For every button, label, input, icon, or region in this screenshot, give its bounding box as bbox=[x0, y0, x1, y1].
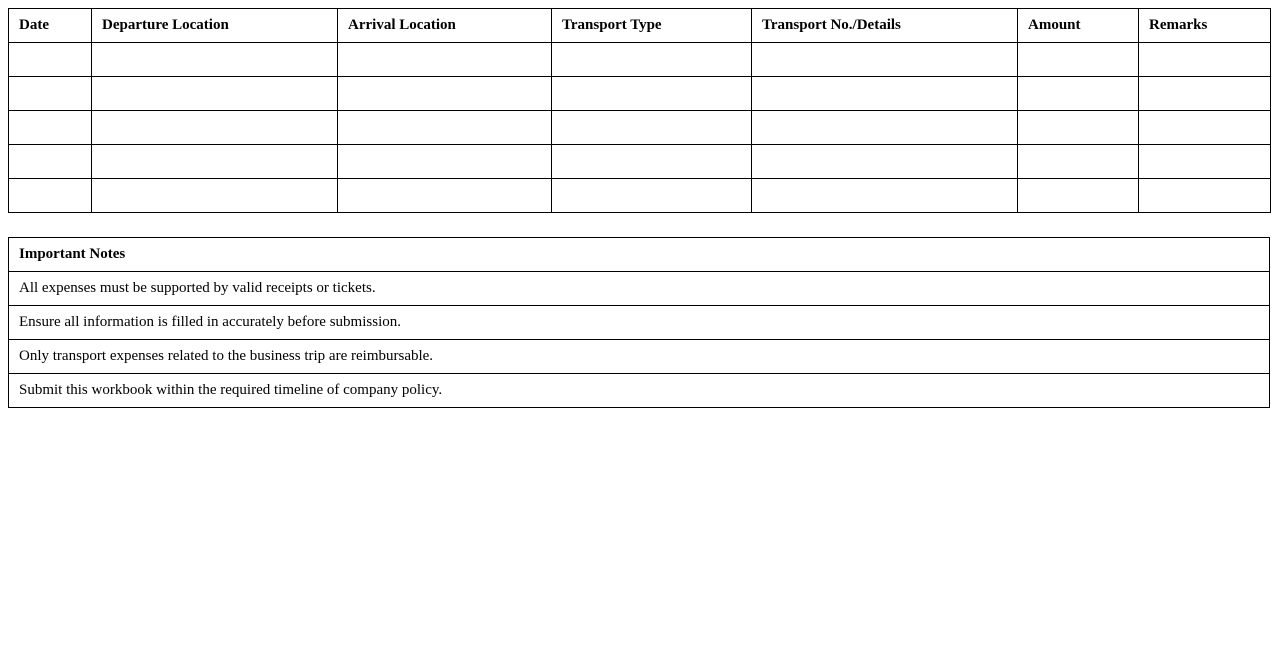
cell-departure-location[interactable] bbox=[92, 43, 338, 77]
cell-transport-details[interactable] bbox=[752, 43, 1018, 77]
column-header-transport-type: Transport Type bbox=[552, 9, 752, 43]
cell-arrival-location[interactable] bbox=[338, 43, 552, 77]
note-row bbox=[9, 374, 1270, 408]
table-row bbox=[9, 179, 1271, 213]
cell-arrival-location[interactable] bbox=[338, 111, 552, 145]
table-row bbox=[9, 43, 1271, 77]
notes-title-row bbox=[9, 238, 1270, 272]
column-header-transport-details: Transport No./Details bbox=[752, 9, 1018, 43]
note-item: Ensure all information is filled in accurately before submission. bbox=[9, 306, 1270, 340]
cell-transport-type[interactable] bbox=[552, 43, 752, 77]
cell-remarks[interactable] bbox=[1139, 145, 1271, 179]
table-row bbox=[9, 111, 1271, 145]
note-row bbox=[9, 306, 1270, 340]
note-row bbox=[9, 272, 1270, 306]
notes-title: Important Notes bbox=[9, 238, 1270, 272]
note-item: Only transport expenses related to the business trip are reimbursable. bbox=[9, 340, 1270, 374]
cell-transport-type[interactable] bbox=[552, 145, 752, 179]
cell-transport-details[interactable] bbox=[752, 77, 1018, 111]
cell-remarks[interactable] bbox=[1139, 111, 1271, 145]
cell-amount[interactable] bbox=[1018, 77, 1139, 111]
cell-remarks[interactable] bbox=[1139, 43, 1271, 77]
cell-departure-location[interactable] bbox=[92, 77, 338, 111]
cell-transport-details[interactable] bbox=[752, 145, 1018, 179]
column-header-date: Date bbox=[9, 9, 92, 43]
note-item: All expenses must be supported by valid receipts or tickets. bbox=[9, 272, 1270, 306]
important-notes-table bbox=[8, 237, 1270, 408]
transport-expense-table bbox=[8, 8, 1271, 213]
table-body bbox=[9, 43, 1271, 213]
cell-amount[interactable] bbox=[1018, 179, 1139, 213]
cell-arrival-location[interactable] bbox=[338, 77, 552, 111]
cell-departure-location[interactable] bbox=[92, 145, 338, 179]
cell-remarks[interactable] bbox=[1139, 77, 1271, 111]
cell-transport-type[interactable] bbox=[552, 179, 752, 213]
cell-transport-details[interactable] bbox=[752, 179, 1018, 213]
cell-transport-type[interactable] bbox=[552, 77, 752, 111]
table-header-row bbox=[9, 9, 1271, 43]
column-header-arrival-location: Arrival Location bbox=[338, 9, 552, 43]
column-header-remarks: Remarks bbox=[1139, 9, 1271, 43]
cell-departure-location[interactable] bbox=[92, 111, 338, 145]
cell-date[interactable] bbox=[9, 179, 92, 213]
cell-transport-type[interactable] bbox=[552, 111, 752, 145]
cell-amount[interactable] bbox=[1018, 145, 1139, 179]
cell-amount[interactable] bbox=[1018, 111, 1139, 145]
column-header-departure-location: Departure Location bbox=[92, 9, 338, 43]
table-row bbox=[9, 77, 1271, 111]
cell-transport-details[interactable] bbox=[752, 111, 1018, 145]
cell-departure-location[interactable] bbox=[92, 179, 338, 213]
cell-date[interactable] bbox=[9, 43, 92, 77]
cell-date[interactable] bbox=[9, 111, 92, 145]
cell-arrival-location[interactable] bbox=[338, 179, 552, 213]
note-item: Submit this workbook within the required timeline of company policy. bbox=[9, 374, 1270, 408]
column-header-amount: Amount bbox=[1018, 9, 1139, 43]
cell-arrival-location[interactable] bbox=[338, 145, 552, 179]
cell-date[interactable] bbox=[9, 145, 92, 179]
cell-remarks[interactable] bbox=[1139, 179, 1271, 213]
cell-amount[interactable] bbox=[1018, 43, 1139, 77]
table-row bbox=[9, 145, 1271, 179]
cell-date[interactable] bbox=[9, 77, 92, 111]
note-row bbox=[9, 340, 1270, 374]
